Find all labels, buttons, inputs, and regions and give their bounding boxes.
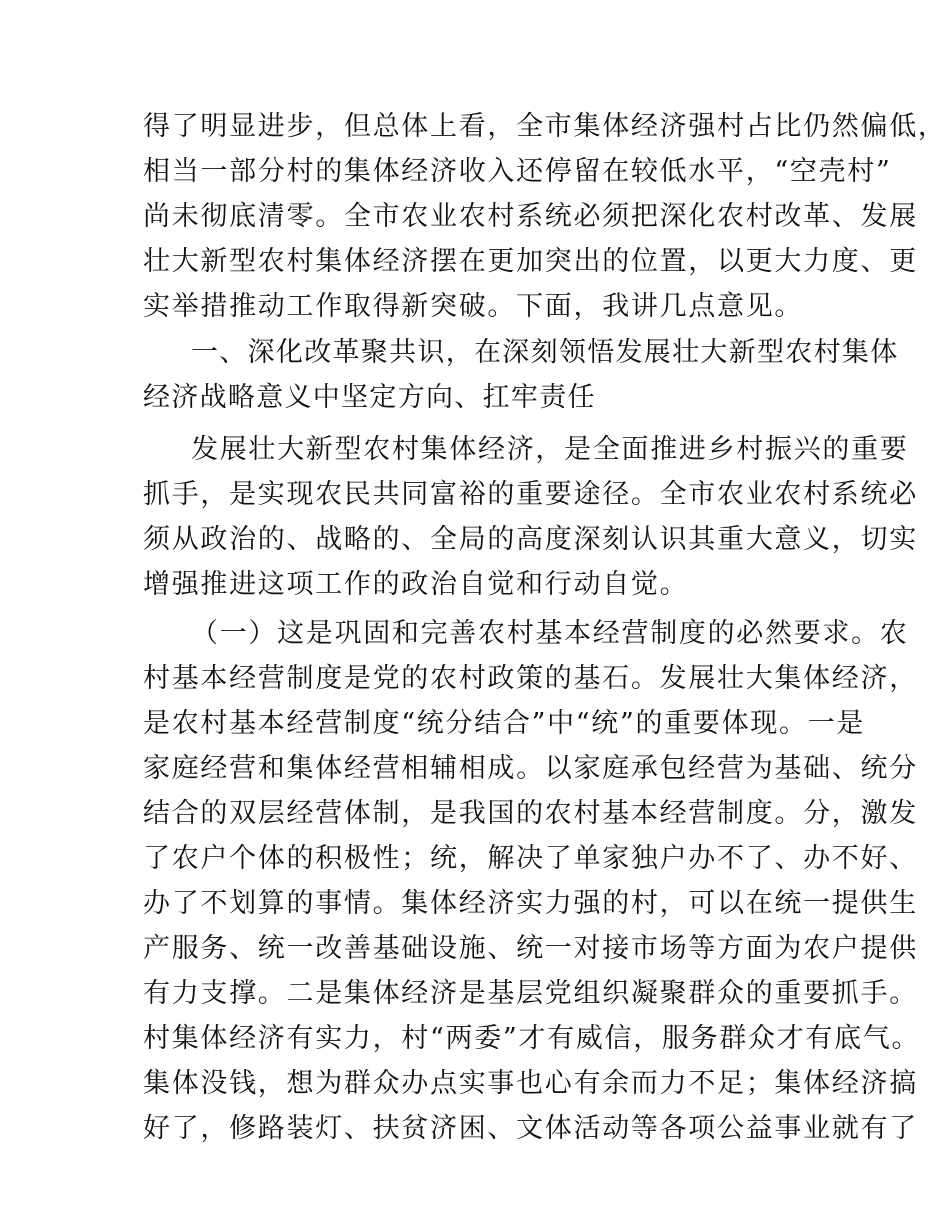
paragraph-4-line-6: 了农户个体的积极性；统，解决了单家独户办不了、办不好、 bbox=[143, 843, 918, 874]
paragraph-4-line-8: 产服务、统一改善基础设施、统一对接市场等方面为农户提供 bbox=[143, 933, 918, 964]
paragraph-3-line-2: 抓手，是实现农民共同富裕的重要途径。全市农业农村系统必 bbox=[143, 479, 918, 510]
paragraph-3-line-3: 须从政治的、战略的、全局的高度深刻认识其重大意义，切实 bbox=[143, 524, 918, 555]
paragraph-4-line-9: 有力支撑。二是集体经济是基层党组织凝聚群众的重要抓手。 bbox=[143, 978, 918, 1009]
paragraph-4-line-10: 村集体经济有实力，村“两委”才有威信，服务群众才有底气。 bbox=[143, 1023, 921, 1054]
paragraph-4-line-5: 结合的双层经营体制，是我国的农村基本经营制度。分，激发 bbox=[143, 798, 918, 829]
paragraph-4-line-3: 是农村基本经营制度“统分结合”中“统”的重要体现。一是 bbox=[143, 708, 866, 739]
section-heading-line-2: 经济战略意义中坚定方向、扛牢责任 bbox=[143, 382, 596, 413]
paragraph-1-line-3: 尚未彻底清零。全市农业农村系统必须把深化农村改革、发展 bbox=[143, 201, 918, 232]
paragraph-3-line-1: 发展壮大新型农村集体经济，是全面推进乡村振兴的重要 bbox=[191, 434, 909, 465]
paragraph-1-line-2: 相当一部分村的集体经济收入还停留在较低水平，“空壳村” bbox=[143, 156, 892, 187]
paragraph-3-line-4: 增强推进这项工作的政治自觉和行动自觉。 bbox=[143, 569, 689, 600]
paragraph-4-line-1: （一）这是巩固和完善农村基本经营制度的必然要求。农 bbox=[191, 618, 909, 649]
paragraph-4-line-4: 家庭经营和集体经营相辅相成。以家庭承包经营为基础、统分 bbox=[143, 753, 918, 784]
paragraph-4-line-2: 村基本经营制度是党的农村政策的基石。发展壮大集体经济， bbox=[143, 663, 918, 694]
paragraph-1-line-4: 壮大新型农村集体经济摆在更加突出的位置，以更大力度、更 bbox=[143, 246, 918, 277]
paragraph-1-line-1: 得了明显进步，但总体上看，全市集体经济强村占比仍然偏低， bbox=[143, 111, 947, 142]
paragraph-4-line-11: 集体没钱，想为群众办点实事也心有余而力不足；集体经济搞 bbox=[143, 1068, 918, 1099]
paragraph-4-line-7: 办了不划算的事情。集体经济实力强的村，可以在统一提供生 bbox=[143, 888, 918, 919]
paragraph-1-line-5: 实举措推动工作取得新突破。下面，我讲几点意见。 bbox=[143, 291, 804, 322]
section-heading-line-1: 一、深化改革聚共识，在深刻领悟发展壮大新型农村集体 bbox=[191, 337, 899, 368]
paragraph-4-line-12: 好了，修路装灯、扶贫济困、文体活动等各项公益事业就有了 bbox=[143, 1113, 918, 1144]
